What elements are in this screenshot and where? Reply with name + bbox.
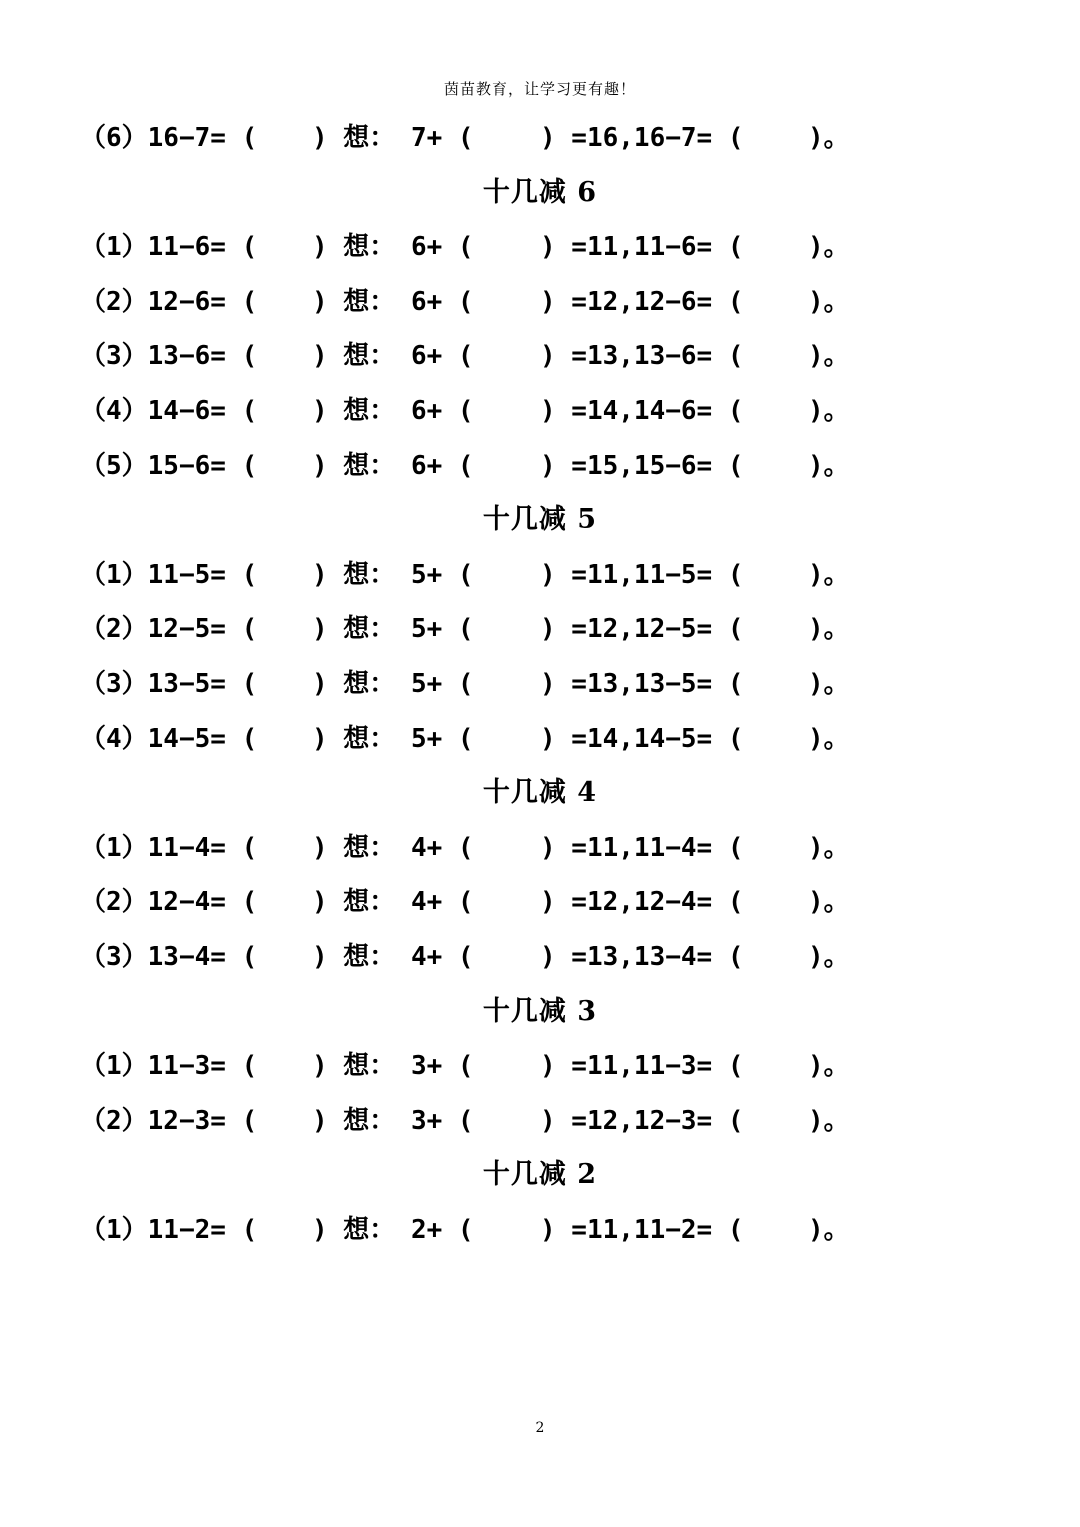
- problem-equation: （2）12−3= (: [80, 1106, 258, 1136]
- problem-equation: （2）12−6= (: [80, 287, 258, 317]
- problem-equation: （4）14−6= (: [80, 396, 258, 426]
- think-prompt: ) 想： 6+ (: [312, 341, 474, 371]
- problem-row: [0, 118, 1080, 158]
- think-prompt: ) 想： 5+ (: [312, 724, 474, 754]
- answer-close: )。: [808, 123, 850, 153]
- think-prompt: ) 想： 5+ (: [312, 669, 474, 699]
- think-sum: ) =13,13−6= (: [540, 341, 744, 371]
- section-title: 十几减 6: [482, 177, 598, 208]
- section-title: 十几减 3: [482, 996, 598, 1027]
- think-prompt: ) 想： 4+ (: [312, 887, 474, 917]
- answer-close: )。: [808, 232, 850, 262]
- think-prompt: ) 想： 7+ (: [312, 123, 474, 153]
- problem-row: [0, 446, 1080, 486]
- think-prompt: ) 想： 5+ (: [312, 614, 474, 644]
- page-header: 茵苗教育，让学习更有趣！: [443, 80, 636, 98]
- problem-row: [0, 1101, 1080, 1141]
- problem-equation: （3）13−6= (: [80, 341, 258, 371]
- think-sum: ) =11,11−4= (: [540, 833, 744, 863]
- answer-close: )。: [808, 451, 850, 481]
- answer-close: )。: [808, 396, 850, 426]
- think-sum: ) =13,13−4= (: [540, 942, 744, 972]
- think-sum: ) =11,11−5= (: [540, 560, 744, 590]
- problem-row: [0, 555, 1080, 595]
- problem-equation: （1）11−5= (: [80, 560, 258, 590]
- problem-equation: （2）12−4= (: [80, 887, 258, 917]
- think-sum: ) =11,11−6= (: [540, 232, 744, 262]
- answer-close: )。: [808, 341, 850, 371]
- answer-close: )。: [808, 1051, 850, 1081]
- page-number: 2: [535, 1420, 545, 1436]
- section-title: 十几减 2: [482, 1159, 598, 1190]
- think-sum: ) =15,15−6= (: [540, 451, 744, 481]
- think-prompt: ) 想： 3+ (: [312, 1106, 474, 1136]
- think-sum: ) =16,16−7= (: [540, 123, 744, 153]
- think-prompt: ) 想： 4+ (: [312, 942, 474, 972]
- think-sum: ) =14,14−6= (: [540, 396, 744, 426]
- answer-close: )。: [808, 833, 850, 863]
- problem-equation: （3）13−4= (: [80, 942, 258, 972]
- answer-close: )。: [808, 1215, 850, 1245]
- think-prompt: ) 想： 4+ (: [312, 833, 474, 863]
- answer-close: )。: [808, 560, 850, 590]
- think-sum: ) =12,12−6= (: [540, 287, 744, 317]
- answer-close: )。: [808, 287, 850, 317]
- problem-equation: （3）13−5= (: [80, 669, 258, 699]
- think-sum: ) =12,12−3= (: [540, 1106, 744, 1136]
- problem-row: [0, 937, 1080, 977]
- think-prompt: ) 想： 5+ (: [312, 560, 474, 590]
- problem-row: [0, 882, 1080, 922]
- problem-row: [0, 282, 1080, 322]
- answer-close: )。: [808, 669, 850, 699]
- problem-equation: （4）14−5= (: [80, 724, 258, 754]
- think-sum: ) =12,12−4= (: [540, 887, 744, 917]
- problem-row: [0, 719, 1080, 759]
- think-sum: ) =11,11−3= (: [540, 1051, 744, 1081]
- answer-close: )。: [808, 887, 850, 917]
- answer-close: )。: [808, 614, 850, 644]
- problem-equation: （1）11−6= (: [80, 232, 258, 262]
- answer-close: )。: [808, 724, 850, 754]
- think-prompt: ) 想： 3+ (: [312, 1051, 474, 1081]
- problem-row: [0, 336, 1080, 376]
- think-prompt: ) 想： 6+ (: [312, 287, 474, 317]
- think-sum: ) =14,14−5= (: [540, 724, 744, 754]
- problem-row: [0, 828, 1080, 868]
- problem-equation: （5）15−6= (: [80, 451, 258, 481]
- think-sum: ) =12,12−5= (: [540, 614, 744, 644]
- section-title: 十几减 5: [482, 504, 598, 535]
- problem-equation: （1）11−2= (: [80, 1215, 258, 1245]
- problem-equation: （1）11−4= (: [80, 833, 258, 863]
- problem-row: [0, 391, 1080, 431]
- problem-row: [0, 664, 1080, 704]
- problem-equation: （1）11−3= (: [80, 1051, 258, 1081]
- think-prompt: ) 想： 2+ (: [312, 1215, 474, 1245]
- problem-row: [0, 609, 1080, 649]
- think-prompt: ) 想： 6+ (: [312, 232, 474, 262]
- section-title: 十几减 4: [482, 777, 598, 808]
- problem-row: [0, 227, 1080, 267]
- think-sum: ) =13,13−5= (: [540, 669, 744, 699]
- answer-close: )。: [808, 942, 850, 972]
- problem-row: [0, 1046, 1080, 1086]
- answer-close: )。: [808, 1106, 850, 1136]
- problem-equation: （2）12−5= (: [80, 614, 258, 644]
- think-prompt: ) 想： 6+ (: [312, 451, 474, 481]
- think-sum: ) =11,11−2= (: [540, 1215, 744, 1245]
- problem-equation: （6）16−7= (: [80, 123, 258, 153]
- problem-row: [0, 1210, 1080, 1250]
- think-prompt: ) 想： 6+ (: [312, 396, 474, 426]
